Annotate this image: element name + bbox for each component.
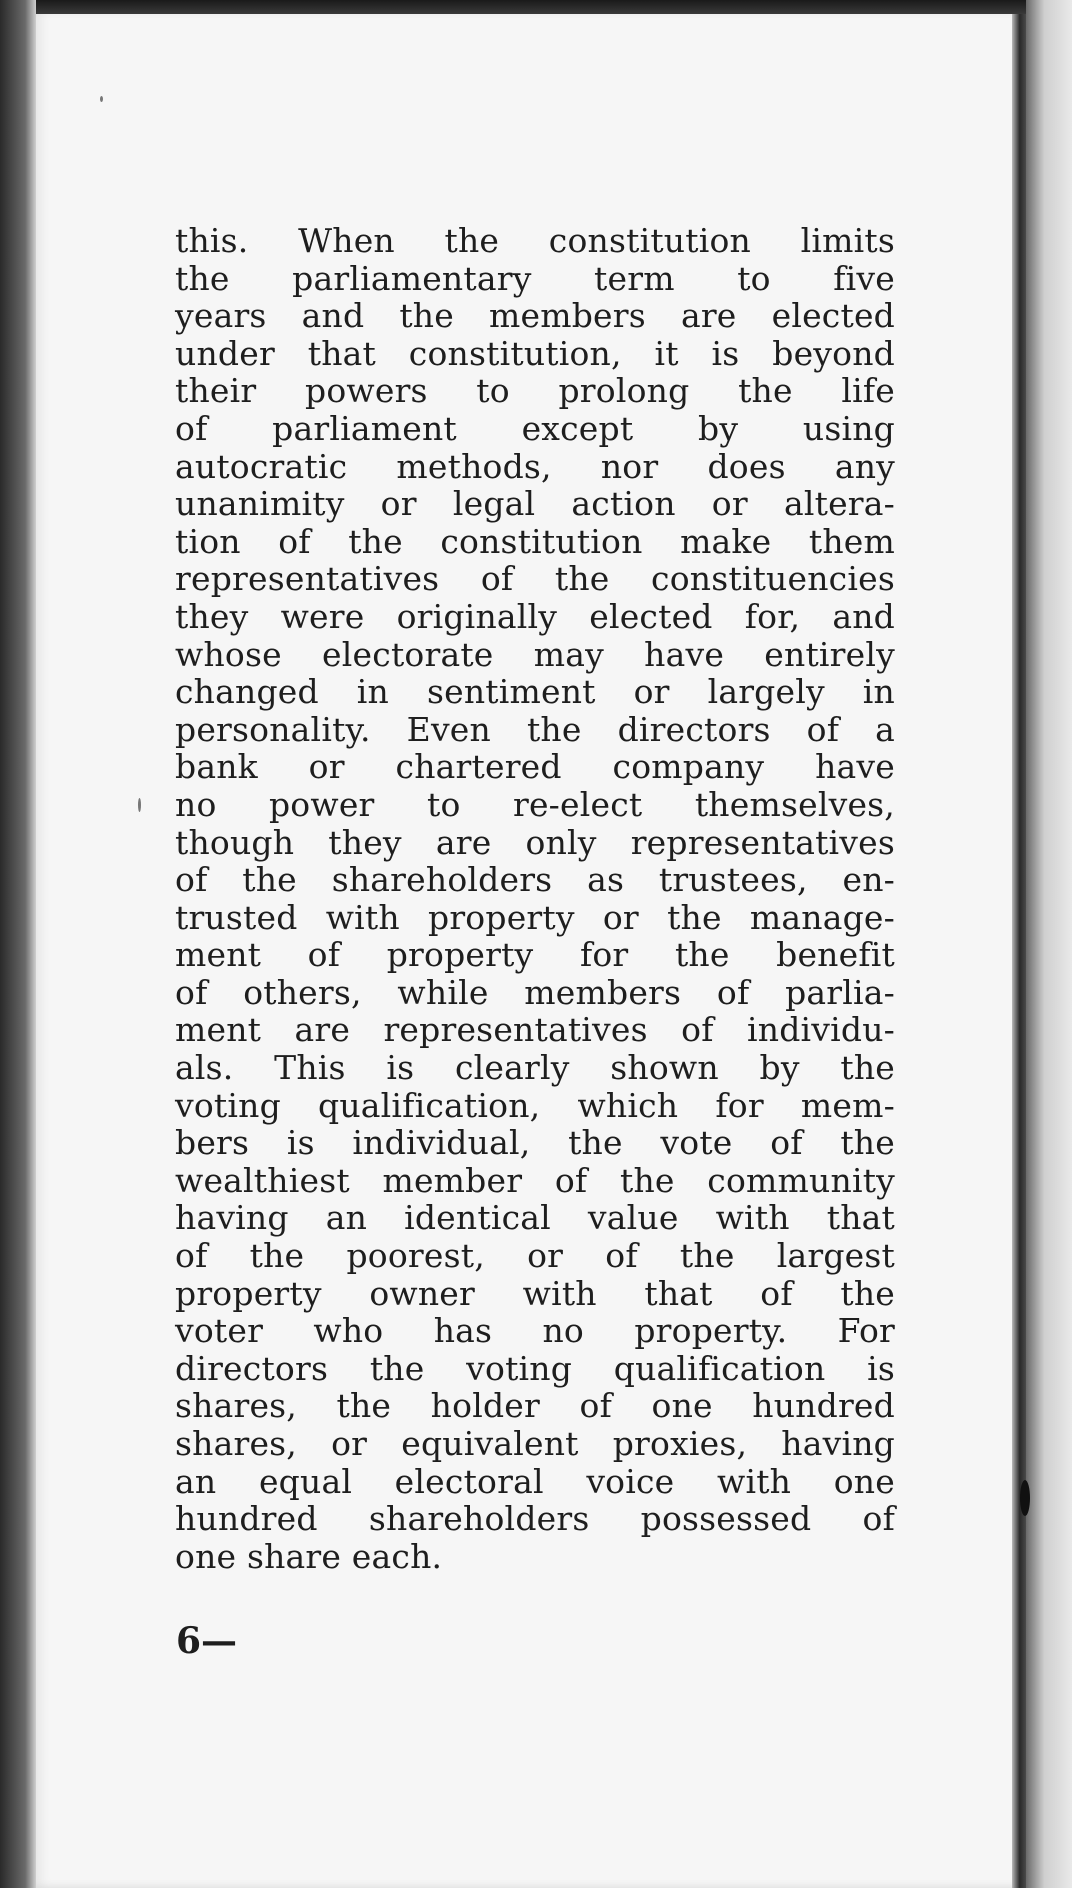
text-line: of the poorest, or of the largest bbox=[175, 1236, 895, 1276]
text-line: tion of the constitution make them bbox=[175, 521, 895, 561]
text-line: hundred shareholders possessed of bbox=[175, 1499, 895, 1539]
text-line: bers is individual, the vote of the bbox=[175, 1123, 895, 1163]
text-line: whose electorate may have entirely bbox=[175, 634, 895, 674]
body-text bbox=[175, 222, 895, 1575]
text-line: als. This is clearly shown by the bbox=[175, 1048, 895, 1088]
text-line: though they are only representatives bbox=[175, 822, 895, 862]
text-line: bank or chartered company have bbox=[175, 747, 895, 787]
page-number: 6— bbox=[176, 1620, 238, 1662]
text-line: trusted with property or the manage- bbox=[175, 897, 895, 937]
text-line: property owner with that of the bbox=[175, 1273, 895, 1313]
text-line: directors the voting qualification is bbox=[175, 1348, 895, 1388]
text-line: an equal electoral voice with one bbox=[175, 1461, 895, 1501]
text-line: changed in sentiment or largely in bbox=[175, 672, 895, 712]
text-line: of parliament except by using bbox=[175, 408, 895, 448]
page-gutter bbox=[1012, 14, 1026, 1888]
binding-mark bbox=[1020, 1480, 1030, 1516]
text-line: the parliamentary term to five bbox=[175, 258, 895, 298]
text-line: they were originally elected for, and bbox=[175, 596, 895, 636]
text-line: this. When the constitution limits bbox=[175, 221, 895, 260]
text-line: voter who has no property. For bbox=[175, 1311, 895, 1351]
text-line: ment are representatives of individu- bbox=[175, 1010, 895, 1050]
text-line: of the shareholders as trustees, en- bbox=[175, 860, 895, 900]
text-line: voting qualification, which for mem- bbox=[175, 1085, 895, 1125]
text-line: one share each. bbox=[175, 1536, 443, 1576]
text-line: autocratic methods, nor does any bbox=[175, 446, 895, 486]
text-line: wealthiest member of the community bbox=[175, 1160, 895, 1200]
text-line: no power to re-elect themselves, bbox=[175, 784, 895, 824]
scan-speck bbox=[138, 798, 141, 812]
text-line: personality. Even the directors of a bbox=[175, 709, 895, 749]
text-line: unanimity or legal action or altera- bbox=[175, 484, 895, 524]
text-line: shares, or equivalent proxies, having bbox=[175, 1424, 895, 1463]
text-line: shares, the holder of one hundred bbox=[175, 1386, 895, 1426]
right-edge-shadow bbox=[1026, 0, 1072, 1888]
text-line: years and the members are elected bbox=[175, 296, 895, 336]
left-edge-shadow bbox=[0, 0, 36, 1888]
text-line: ment of property for the benefit bbox=[175, 935, 895, 975]
top-edge-shadow bbox=[0, 0, 1072, 14]
text-line: having an identical value with that bbox=[175, 1198, 895, 1238]
scan-speck bbox=[100, 96, 103, 102]
text-line: their powers to prolong the life bbox=[175, 371, 895, 411]
text-line: of others, while members of parlia- bbox=[175, 972, 895, 1012]
text-line: under that constitution, it is beyond bbox=[175, 333, 895, 373]
text-line: representatives of the constituencies bbox=[175, 559, 895, 599]
